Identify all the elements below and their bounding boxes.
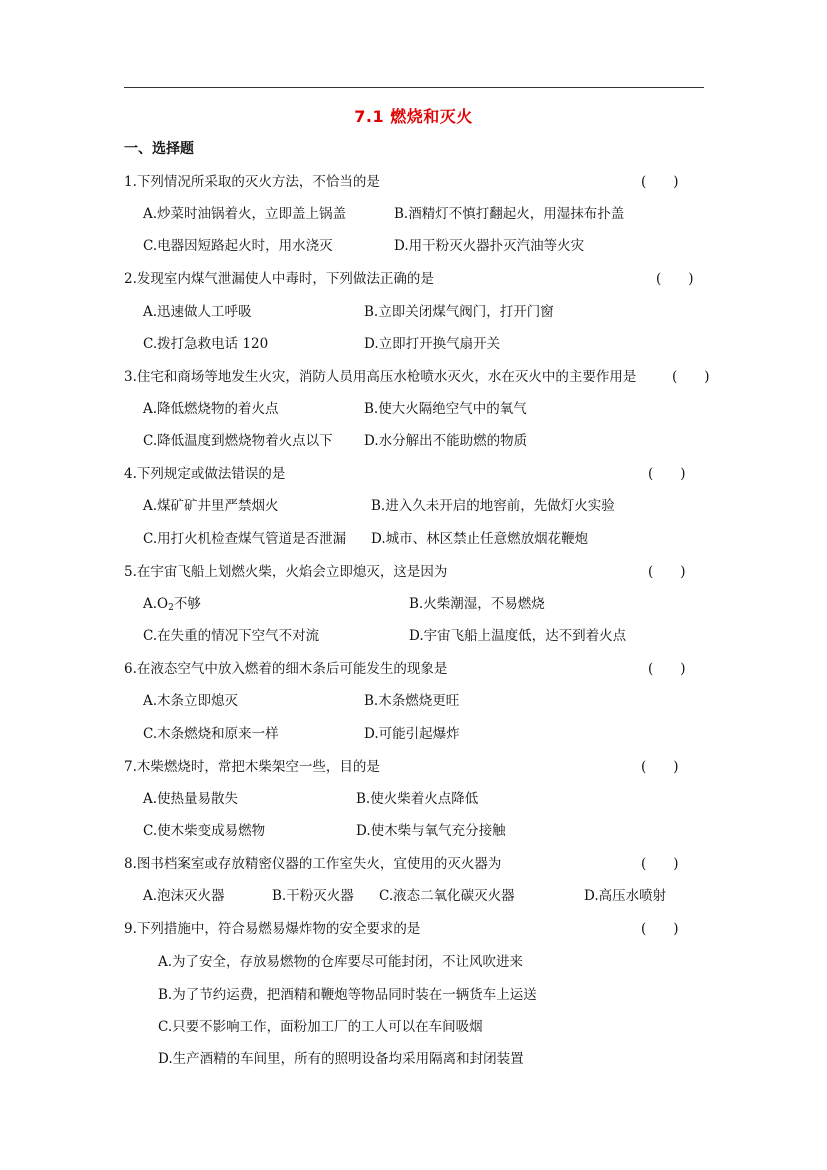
section-heading: 一、选择题: [124, 141, 194, 157]
question-6-option-d: D.可能引起爆炸: [364, 726, 460, 742]
question-8-option-b: B.干粉灭火器: [272, 888, 354, 904]
question-4-stem: 4.下列规定或做法错误的是: [124, 466, 286, 482]
question-1-option-c: C.电器因短路起火时，用水浇灭: [143, 238, 333, 254]
question-7-option-b: B.使火柴着火点降低: [356, 791, 479, 807]
question-9-option-b: B.为了节约运费，把酒精和鞭炮等物品同时装在一辆货车上运送: [158, 987, 537, 1003]
question-8-option-c: C.液态二氧化碳灭火器: [379, 888, 515, 904]
question-5-option-c: C.在失重的情况下空气不对流: [143, 628, 320, 644]
question-6-option-b: B.木条燃烧更旺: [364, 693, 460, 709]
question-7-stem: 7.木柴燃烧时，常把木柴架空一些，目的是: [124, 759, 380, 775]
question-2-option-b: B.立即关闭煤气阀门，打开门窗: [364, 304, 554, 320]
question-9-option-c: C.只要不影响工作，面粉加工厂的工人可以在车间吸烟: [158, 1019, 483, 1035]
question-4-option-d: D.城市、林区禁止任意燃放烟花鞭炮: [371, 531, 589, 547]
question-4-option-c: C.用打火机检查煤气管道是否泄漏: [143, 531, 347, 547]
subscript-2: 2: [168, 603, 174, 613]
question-8-option-a: A.泡沫灭火器: [143, 888, 225, 904]
question-5-blank: ( ): [648, 564, 686, 580]
question-5-option-a: [143, 595, 201, 617]
header-rule: [124, 87, 704, 88]
question-4-option-b: B.进入久未开启的地窖前，先做灯火实验: [371, 498, 615, 514]
page-title: 7.1 燃烧和灭火: [354, 107, 473, 126]
question-8-option-d: D.高压水喷射: [584, 888, 667, 904]
question-5-option-b: B.火柴潮湿，不易燃烧: [409, 596, 545, 612]
question-5-option-a-prefix: A.O: [143, 596, 169, 612]
question-2-stem: 2.发现室内煤气泄漏使人中毒时，下列做法正确的是: [124, 271, 434, 287]
question-3-option-d: D.水分解出不能助燃的物质: [364, 433, 528, 449]
question-2-option-c: C.拨打急救电话 120: [143, 336, 269, 352]
question-5-option-d: D.宇宙飞船上温度低，达不到着火点: [409, 628, 627, 644]
question-9-option-d: D.生产酒精的车间里，所有的照明设备均采用隔离和封闭装置: [158, 1051, 524, 1067]
question-6-option-a: A.木条立即熄灭: [143, 693, 239, 709]
question-7-option-c: C.使木柴变成易燃物: [143, 823, 266, 839]
question-3-blank: ( ): [672, 369, 710, 385]
question-8-blank: ( ): [641, 856, 679, 872]
question-1-option-a: A.炒菜时油锅着火，立即盖上锅盖: [143, 206, 347, 222]
question-1-option-d: D.用干粉灭火器扑灭汽油等火灾: [394, 238, 585, 254]
question-9-blank: ( ): [641, 921, 679, 937]
question-9-stem: 9.下列措施中，符合易燃易爆炸物的安全要求的是: [124, 921, 421, 937]
question-6-stem: 6.在液态空气中放入燃着的细木条后可能发生的现象是: [124, 661, 448, 677]
question-9-option-a: A.为了安全，存放易燃物的仓库要尽可能封闭，不让风吹进来: [158, 954, 524, 970]
question-2-blank: ( ): [656, 271, 694, 287]
question-2-option-a: A.迅速做人工呼吸: [143, 304, 252, 320]
question-1-stem: 1.下列情况所采取的灭火方法，不恰当的是: [124, 174, 380, 190]
question-6-blank: ( ): [648, 661, 686, 677]
question-7-blank: ( ): [641, 759, 679, 775]
question-7-option-d: D.使木柴与氧气充分接触: [356, 823, 506, 839]
question-5-option-a-suffix: 不够: [173, 596, 201, 612]
question-7-option-a: A.使热量易散失: [143, 791, 239, 807]
question-6-option-c: C.木条燃烧和原来一样: [143, 726, 279, 742]
question-3-option-c: C.降低温度到燃烧物着火点以下: [143, 433, 333, 449]
question-2-option-d: D.立即打开换气扇开关: [364, 336, 501, 352]
question-4-option-a: A.煤矿矿井里严禁烟火: [143, 498, 279, 514]
question-1-blank: ( ): [641, 174, 679, 190]
question-3-stem: 3.住宅和商场等地发生火灾，消防人员用高压水枪喷水灭火，水在灭火中的主要作用是: [124, 369, 637, 385]
question-3-option-a: A.降低燃烧物的着火点: [143, 401, 279, 417]
question-3-option-b: B.使大火隔绝空气中的氧气: [364, 401, 527, 417]
question-1-option-b: B.酒精灯不慎打翻起火，用湿抹布扑盖: [394, 206, 625, 222]
question-4-blank: ( ): [648, 466, 686, 482]
question-8-stem: 8.图书档案室或存放精密仪器的工作室失火，宜使用的灭火器为: [124, 856, 502, 872]
question-5-stem: 5.在宇宙飞船上划燃火柴，火焰会立即熄灭，这是因为: [124, 564, 448, 580]
